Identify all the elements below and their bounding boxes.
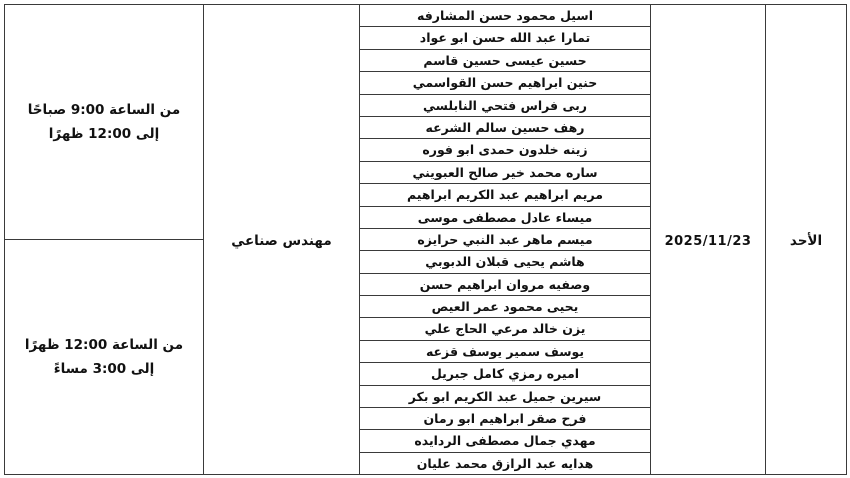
student-name: حنين ابراهيم حسن القواسمي (360, 72, 650, 94)
student-name: ساره محمد خير صالح العبويني (360, 162, 650, 184)
session-time-1-line-1: من الساعة 9:00 صباحًا (27, 102, 181, 118)
major-cell (204, 5, 360, 475)
student-name: اسيل محمود حسن المشارفه (360, 5, 650, 27)
student-name: مريم ابراهيم عبد الكريم ابراهيم (360, 184, 650, 206)
student-name: هدايه عبد الرازق محمد عليان (416, 455, 594, 471)
student-name: يزن خالد مرعي الحاج علي (360, 318, 650, 340)
student-name: رهف حسين سالم الشرعه (360, 117, 650, 139)
student-name: يوسف سمير يوسف قزعه (360, 341, 650, 363)
student-name: ميسم ماهر عبد النبي حرايزه (360, 229, 650, 251)
student-name: ميساء عادل مصطفى موسى (360, 207, 650, 229)
student-name: زينه خلدون حمدى ابو فوره (360, 139, 650, 161)
student-name: اميره رمزي كامل جبريل (360, 363, 650, 385)
session-time-2 (5, 333, 203, 381)
exam-day: الأحد (789, 233, 823, 250)
student-name: فرح صقر ابراهيم ابو رمان (360, 408, 650, 430)
session-time-1-line-2: إلى 12:00 ظهرًا (48, 126, 160, 142)
schedule-row (5, 5, 847, 240)
exam-date: 2025/11/23 (664, 234, 752, 250)
major-label: مهندس صناعي (231, 233, 332, 250)
student-name: مهدي جمال مصطفى الردايده (360, 430, 650, 452)
student-name: تمارا عبد الله حسن ابو عواد (360, 27, 650, 49)
date-cell (651, 5, 766, 475)
student-name: هاشم يحيى قبلان الدبوبي (360, 251, 650, 273)
student-name: وصفيه مروان ابراهيم حسن (360, 274, 650, 296)
exam-schedule-table (4, 4, 847, 475)
session-time-cell-1 (5, 5, 204, 240)
student-name: يحيى محمود عمر العيص (360, 296, 650, 318)
session-time-cell-2 (5, 240, 204, 475)
names-cell (360, 5, 651, 475)
student-name: سيرين جميل عبد الكريم ابو بكر (360, 386, 650, 408)
student-name: حسين عيسى حسين قاسم (360, 50, 650, 72)
session-time-1 (5, 98, 203, 146)
student-name: ربى فراس فتحي النابلسي (360, 95, 650, 117)
student-names-list (360, 5, 650, 474)
session-time-2-line-1: من الساعة 12:00 ظهرًا (24, 337, 184, 354)
session-time-2-line-2: إلى 3:00 مساءً (53, 361, 155, 378)
day-cell (766, 5, 847, 475)
